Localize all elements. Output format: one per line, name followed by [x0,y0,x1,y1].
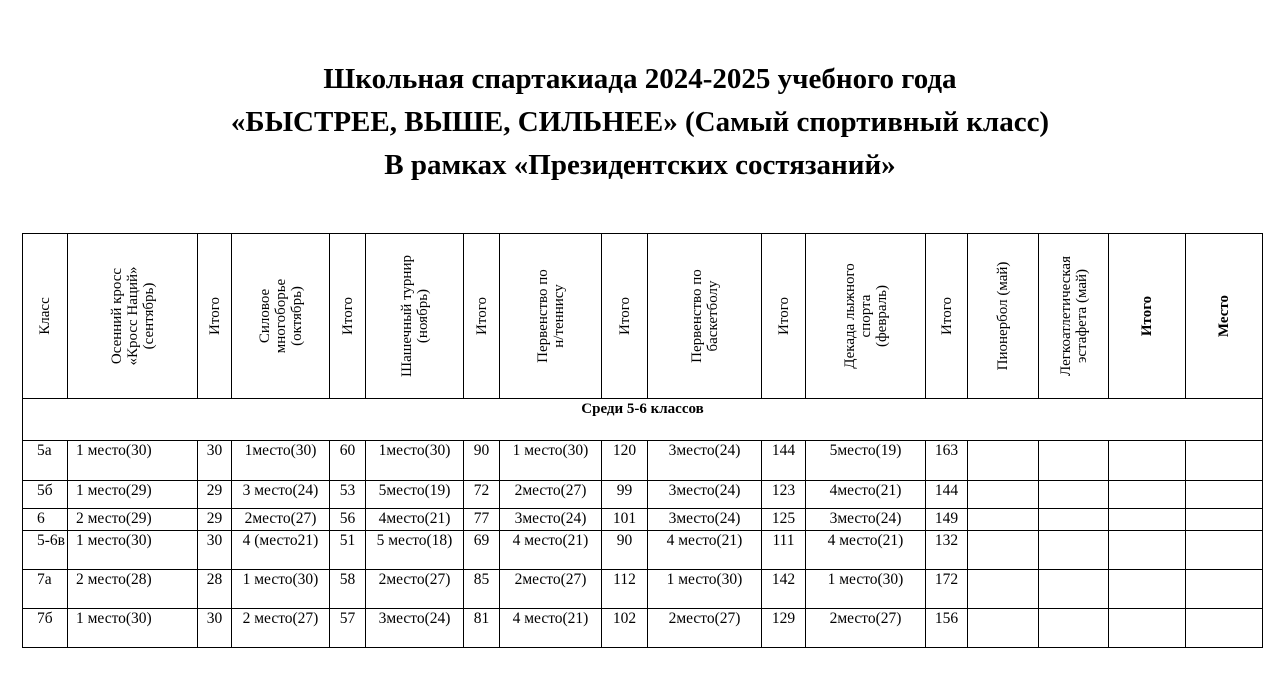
table-cell: 5место(19) [366,481,464,509]
column-header-line: Итого [206,297,223,335]
table-cell: 5место(19) [806,441,926,481]
class-cell: 5а [23,441,68,481]
table-cell: 149 [926,509,968,531]
table-cell: 90 [464,441,500,481]
table-cell [1039,509,1109,531]
table-cell: 28 [198,570,232,609]
table-cell: 29 [198,481,232,509]
column-header-line: (ноябрь) [414,288,431,344]
column-header-line: Итого [616,297,633,335]
column-header-line: спорта [857,294,874,338]
table-cell [968,481,1039,509]
table-cell: 2место(27) [500,570,602,609]
column-header-line: Итого [1139,295,1155,337]
class-cell: 5б [23,481,68,509]
table-cell: 60 [330,441,366,481]
column-header-line: Класс [37,297,53,335]
column-header [23,234,68,399]
column-header-line: многоборье [272,278,289,354]
table-cell: 2место(27) [648,609,762,648]
table-cell: 30 [198,441,232,481]
table-cell: 3место(24) [648,441,762,481]
column-header-line: Осенний кросс [108,267,125,365]
table-cell: 1 место(29) [68,481,198,509]
table-cell [968,441,1039,481]
table-cell: 2место(27) [366,570,464,609]
document-title [0,58,1280,187]
table-cell: 72 [464,481,500,509]
table-cell: 85 [464,570,500,609]
column-header [762,234,806,399]
table-cell: 156 [926,609,968,648]
title-line-3: В рамках «Президентских состязаний» [384,149,896,181]
table-cell [1186,570,1263,609]
column-header-line: Первенство по [534,269,551,363]
table-cell: 2место(27) [232,509,330,531]
table-cell [1109,509,1186,531]
table-cell [968,531,1039,570]
table-cell [1109,570,1186,609]
table-cell: 29 [198,509,232,531]
column-header-line: Декада лыжного [841,263,858,369]
table-cell: 4 место(21) [648,531,762,570]
table-cell: 172 [926,570,968,609]
column-header-line: Итого [339,297,356,335]
column-header-line: (сентябрь) [140,282,157,350]
column-header [1109,234,1186,399]
table-cell: 1 место(30) [500,441,602,481]
table-row [23,509,1263,531]
column-header-line: н/теннису [550,284,567,348]
table-cell [1039,441,1109,481]
table-cell: 4 место(21) [806,531,926,570]
table-cell: 30 [198,531,232,570]
table-cell: 56 [330,509,366,531]
table-cell: 123 [762,481,806,509]
table-cell: 81 [464,609,500,648]
table-cell [1109,609,1186,648]
table-cell: 90 [602,531,648,570]
table-cell [1186,481,1263,509]
table-cell: 2 место(28) [68,570,198,609]
table-cell [1186,531,1263,570]
table-cell: 53 [330,481,366,509]
table-cell: 144 [762,441,806,481]
table-cell: 1 место(30) [68,531,198,570]
column-header [968,234,1039,399]
title-line-2: «БЫСТРЕЕ, ВЫШЕ, СИЛЬНЕЕ» (Самый спортивный класс) [230,106,1050,138]
table-cell: 69 [464,531,500,570]
table-cell: 101 [602,509,648,531]
table-cell: 1 место(30) [68,609,198,648]
table-cell: 2место(27) [500,481,602,509]
table-cell: 120 [602,441,648,481]
table-cell: 3место(24) [500,509,602,531]
column-header [926,234,968,399]
column-header-line: Силовое [256,288,273,344]
table-cell: 3 место(24) [232,481,330,509]
class-cell: 6 [23,509,68,531]
table-cell: 4 место(21) [500,531,602,570]
table-cell: 58 [330,570,366,609]
table-cell: 1место(30) [232,441,330,481]
table-cell: 1 место(30) [68,441,198,481]
table-cell: 112 [602,570,648,609]
table-cell: 57 [330,609,366,648]
column-header-line: баскетболу [704,280,721,352]
column-header-line: Пионербол (май) [995,261,1011,371]
table-cell [1109,441,1186,481]
table-cell: 3место(24) [648,509,762,531]
column-header [68,234,198,399]
table-cell: 1 место(30) [232,570,330,609]
table-cell: 1 место(30) [806,570,926,609]
table-cell: 2 место(29) [68,509,198,531]
table-cell [1039,609,1109,648]
group-row [23,399,1263,441]
table-cell: 3место(24) [366,609,464,648]
class-cell: 7а [23,570,68,609]
column-header-line: Итого [473,297,490,335]
column-header-line: «Кросс Наций» [124,266,141,366]
column-header [1186,234,1263,399]
column-header-line: (февраль) [873,284,890,348]
table-cell [1109,531,1186,570]
table-row [23,531,1263,570]
column-header-line: эстафета (май) [1073,268,1090,364]
column-header [366,234,464,399]
table-cell: 2 место(27) [232,609,330,648]
table-cell: 132 [926,531,968,570]
table-cell: 30 [198,609,232,648]
title-line-1: Школьная спартакиада 2024-2025 учебного года [323,63,957,95]
column-header [1039,234,1109,399]
column-header-line: Легкоатлетическая [1057,256,1074,376]
table-cell: 4 (место21) [232,531,330,570]
table-cell: 102 [602,609,648,648]
column-header [806,234,926,399]
column-header [198,234,232,399]
table-row [23,609,1263,648]
table-cell: 1 место(30) [648,570,762,609]
table-cell: 142 [762,570,806,609]
column-header-line: Первенство по [688,269,705,363]
table-cell: 99 [602,481,648,509]
table-cell: 4место(21) [806,481,926,509]
table-cell [968,509,1039,531]
column-header-line: (октябрь) [288,286,305,346]
table-cell [1109,481,1186,509]
column-header-line: Итого [775,297,792,335]
table-cell: 144 [926,481,968,509]
column-header [648,234,762,399]
table-row [23,481,1263,509]
column-header-line: Место [1216,294,1232,338]
table-cell: 163 [926,441,968,481]
table-cell [1186,609,1263,648]
class-cell: 5-6в [23,531,68,570]
table-cell: 111 [762,531,806,570]
table-cell [968,570,1039,609]
table-cell: 4место(21) [366,509,464,531]
table-cell [1186,509,1263,531]
column-header [330,234,366,399]
column-header-line: Шашечный турнир [398,255,415,377]
table-cell [1039,570,1109,609]
table-cell: 3место(24) [648,481,762,509]
table-cell: 1место(30) [366,441,464,481]
table-cell [968,609,1039,648]
column-header [500,234,602,399]
results-table [22,233,1263,648]
table-cell: 4 место(21) [500,609,602,648]
class-cell: 7б [23,609,68,648]
table-cell: 129 [762,609,806,648]
header-row [23,234,1263,399]
column-header [232,234,330,399]
column-header-line: Итого [938,297,955,335]
table-row [23,570,1263,609]
table-cell [1039,531,1109,570]
table-cell: 5 место(18) [366,531,464,570]
table-cell [1039,481,1109,509]
table-row [23,441,1263,481]
table-cell: 125 [762,509,806,531]
group-label: Среди 5-6 классов [23,399,1263,441]
table-cell: 77 [464,509,500,531]
table-cell: 51 [330,531,366,570]
column-header [464,234,500,399]
column-header [602,234,648,399]
table-cell: 3место(24) [806,509,926,531]
table-cell: 2место(27) [806,609,926,648]
table-cell [1186,441,1263,481]
